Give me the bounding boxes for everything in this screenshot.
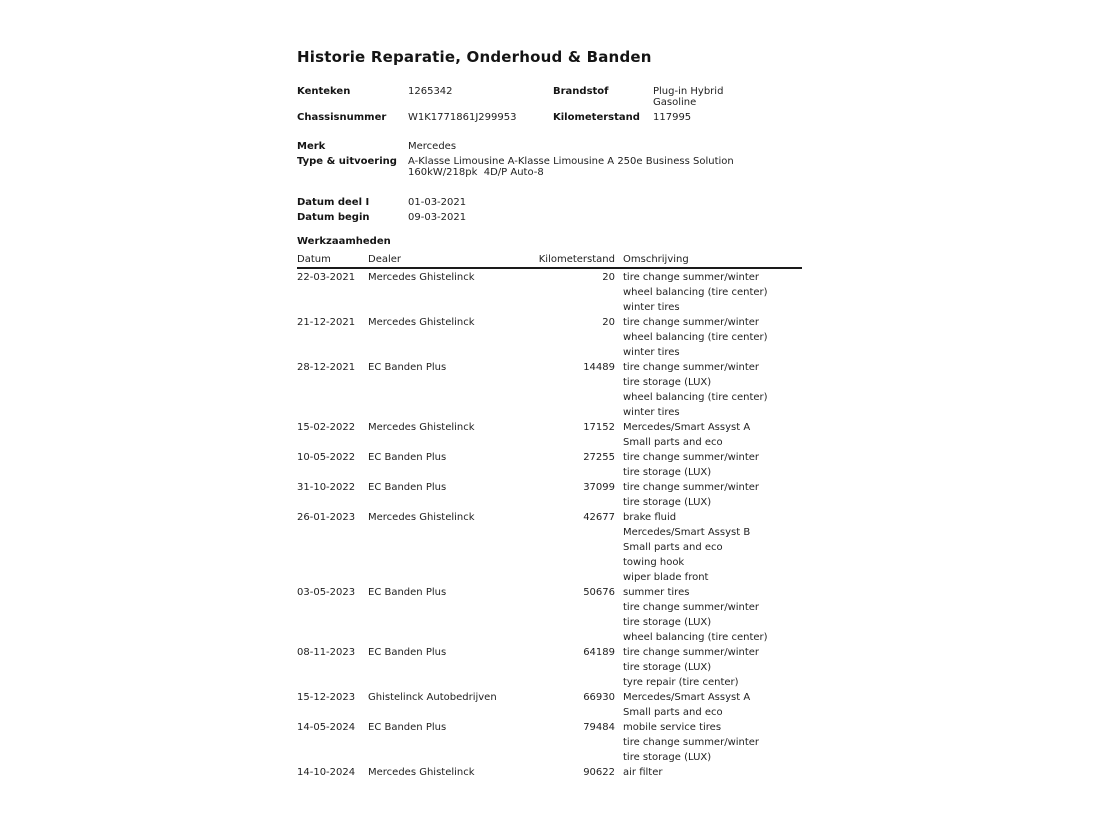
omschrijving-line: tire change summer/winter bbox=[623, 647, 760, 658]
cell-kilometerstand: 90622 bbox=[583, 767, 615, 778]
table-row bbox=[297, 645, 802, 690]
table-row bbox=[297, 450, 802, 480]
info-value bbox=[408, 212, 466, 223]
cell-dealer: Mercedes Ghistelinck bbox=[368, 512, 475, 523]
cell-datum: 28-12-2021 bbox=[297, 362, 356, 373]
col-header-kilometerstand: Kilometerstand bbox=[538, 254, 615, 265]
col-header-datum: Datum bbox=[297, 254, 331, 265]
cell-omschrijving bbox=[623, 450, 872, 480]
table-header-row bbox=[297, 253, 802, 269]
info-value bbox=[653, 112, 691, 123]
omschrijving-line: tire change summer/winter bbox=[623, 317, 760, 328]
cell-datum: 03-05-2023 bbox=[297, 587, 356, 598]
info-label: Kenteken bbox=[297, 86, 351, 97]
omschrijving-line: winter tires bbox=[623, 407, 680, 418]
omschrijving-line: tire change summer/winter bbox=[623, 737, 760, 748]
omschrijving-line: tire change summer/winter bbox=[623, 362, 760, 373]
cell-datum: 26-01-2023 bbox=[297, 512, 356, 523]
cell-kilometerstand: 17152 bbox=[583, 422, 615, 433]
cell-dealer: EC Banden Plus bbox=[368, 647, 447, 658]
info-value-line: Plug-in Hybrid bbox=[653, 86, 724, 97]
omschrijving-line: Small parts and eco bbox=[623, 707, 723, 718]
omschrijving-line: Mercedes/Smart Assyst B bbox=[623, 527, 751, 538]
omschrijving-line: wheel balancing (tire center) bbox=[623, 392, 768, 403]
omschrijving-line: tire change summer/winter bbox=[623, 482, 760, 493]
cell-datum: 22-03-2021 bbox=[297, 272, 356, 283]
cell-kilometerstand: 20 bbox=[602, 272, 615, 283]
cell-dealer: EC Banden Plus bbox=[368, 452, 447, 463]
cell-dealer: EC Banden Plus bbox=[368, 722, 447, 733]
cell-dealer: Mercedes Ghistelinck bbox=[368, 767, 475, 778]
omschrijving-line: tire storage (LUX) bbox=[623, 662, 712, 673]
omschrijving-line: mobile service tires bbox=[623, 722, 722, 733]
omschrijving-line: summer tires bbox=[623, 587, 690, 598]
info-value-line: 09-03-2021 bbox=[408, 212, 467, 223]
cell-dealer: EC Banden Plus bbox=[368, 482, 447, 493]
table-row bbox=[297, 690, 802, 720]
omschrijving-line: Small parts and eco bbox=[623, 542, 723, 553]
omschrijving-line: Small parts and eco bbox=[623, 437, 723, 448]
info-value bbox=[408, 156, 734, 178]
omschrijving-line: Mercedes/Smart Assyst A bbox=[623, 692, 751, 703]
cell-kilometerstand: 20 bbox=[602, 317, 615, 328]
info-value bbox=[408, 197, 466, 208]
info-value-line: Mercedes bbox=[408, 141, 457, 152]
omschrijving-line: tire storage (LUX) bbox=[623, 497, 712, 508]
cell-datum: 31-10-2022 bbox=[297, 482, 356, 493]
table-row bbox=[297, 480, 802, 510]
table-row bbox=[297, 270, 802, 315]
cell-datum: 14-10-2024 bbox=[297, 767, 356, 778]
info-label: Datum begin bbox=[297, 212, 370, 223]
cell-dealer: Mercedes Ghistelinck bbox=[368, 317, 475, 328]
omschrijving-line: tyre repair (tire center) bbox=[623, 677, 739, 688]
omschrijving-line: wheel balancing (tire center) bbox=[623, 287, 768, 298]
info-label: Datum deel I bbox=[297, 197, 370, 208]
info-value bbox=[408, 112, 516, 123]
info-value-line: W1K1771861J299953 bbox=[408, 112, 517, 123]
info-label: Brandstof bbox=[553, 86, 609, 97]
omschrijving-line: tire storage (LUX) bbox=[623, 617, 712, 628]
cell-omschrijving bbox=[623, 315, 872, 360]
cell-datum: 14-05-2024 bbox=[297, 722, 356, 733]
table-row bbox=[297, 765, 802, 780]
omschrijving-line: air filter bbox=[623, 767, 663, 778]
section-heading-werkzaamheden: Werkzaamheden bbox=[297, 236, 391, 247]
omschrijving-line: wheel balancing (tire center) bbox=[623, 332, 768, 343]
cell-datum: 21-12-2021 bbox=[297, 317, 356, 328]
info-value-line: 160kW/218pk 4D/P Auto-8 bbox=[408, 167, 544, 178]
cell-omschrijving bbox=[623, 585, 872, 645]
info-label: Merk bbox=[297, 141, 326, 152]
omschrijving-line: wiper blade front bbox=[623, 572, 709, 583]
cell-omschrijving bbox=[623, 720, 872, 765]
cell-dealer: EC Banden Plus bbox=[368, 587, 447, 598]
info-value-line: 117995 bbox=[653, 112, 692, 123]
info-label: Type & uitvoering bbox=[297, 156, 397, 167]
info-label: Chassisnummer bbox=[297, 112, 387, 123]
info-value-line: 01-03-2021 bbox=[408, 197, 467, 208]
omschrijving-line: tire change summer/winter bbox=[623, 272, 760, 283]
page-title: Historie Reparatie, Onderhoud & Banden bbox=[297, 48, 652, 66]
cell-dealer: Mercedes Ghistelinck bbox=[368, 272, 475, 283]
omschrijving-line: winter tires bbox=[623, 302, 680, 313]
cell-kilometerstand: 79484 bbox=[583, 722, 615, 733]
omschrijving-line: winter tires bbox=[623, 347, 680, 358]
cell-datum: 08-11-2023 bbox=[297, 647, 356, 658]
omschrijving-line: tire change summer/winter bbox=[623, 602, 760, 613]
omschrijving-line: towing hook bbox=[623, 557, 685, 568]
info-label: Kilometerstand bbox=[553, 112, 640, 123]
cell-kilometerstand: 66930 bbox=[583, 692, 615, 703]
info-value-line: 1265342 bbox=[408, 86, 453, 97]
table-row bbox=[297, 420, 802, 450]
cell-datum: 15-12-2023 bbox=[297, 692, 356, 703]
cell-dealer: EC Banden Plus bbox=[368, 362, 447, 373]
cell-omschrijving bbox=[623, 690, 872, 720]
cell-omschrijving bbox=[623, 645, 872, 690]
omschrijving-line: wheel balancing (tire center) bbox=[623, 632, 768, 643]
table-row bbox=[297, 315, 802, 360]
table-row bbox=[297, 510, 802, 585]
cell-kilometerstand: 14489 bbox=[583, 362, 615, 373]
omschrijving-line: tire storage (LUX) bbox=[623, 467, 712, 478]
info-value-line: A-Klasse Limousine A-Klasse Limousine A 250e Business Solution bbox=[408, 156, 734, 167]
cell-kilometerstand: 42677 bbox=[583, 512, 615, 523]
cell-kilometerstand: 64189 bbox=[583, 647, 615, 658]
info-value bbox=[653, 86, 723, 108]
col-header-dealer: Dealer bbox=[368, 254, 402, 265]
cell-omschrijving bbox=[623, 360, 872, 420]
omschrijving-line: tire change summer/winter bbox=[623, 452, 760, 463]
cell-dealer: Ghistelinck Autobedrijven bbox=[368, 692, 497, 703]
cell-dealer: Mercedes Ghistelinck bbox=[368, 422, 475, 433]
col-header-omschrijving: Omschrijving bbox=[623, 254, 689, 265]
omschrijving-line: tire storage (LUX) bbox=[623, 377, 712, 388]
table-row bbox=[297, 720, 802, 765]
cell-omschrijving bbox=[623, 420, 872, 450]
cell-datum: 10-05-2022 bbox=[297, 452, 356, 463]
work-history-table-body bbox=[297, 270, 802, 780]
omschrijving-line: tire storage (LUX) bbox=[623, 752, 712, 763]
cell-omschrijving bbox=[623, 765, 872, 780]
cell-omschrijving bbox=[623, 270, 872, 315]
info-value bbox=[408, 86, 453, 97]
cell-datum: 15-02-2022 bbox=[297, 422, 356, 433]
cell-omschrijving bbox=[623, 510, 872, 585]
cell-kilometerstand: 50676 bbox=[583, 587, 615, 598]
info-value-line: Gasoline bbox=[653, 97, 697, 108]
info-value bbox=[408, 141, 456, 152]
table-row bbox=[297, 360, 802, 420]
table-row bbox=[297, 585, 802, 645]
omschrijving-line: brake fluid bbox=[623, 512, 677, 523]
cell-kilometerstand: 27255 bbox=[583, 452, 615, 463]
cell-kilometerstand: 37099 bbox=[583, 482, 615, 493]
omschrijving-line: Mercedes/Smart Assyst A bbox=[623, 422, 751, 433]
cell-omschrijving bbox=[623, 480, 872, 510]
